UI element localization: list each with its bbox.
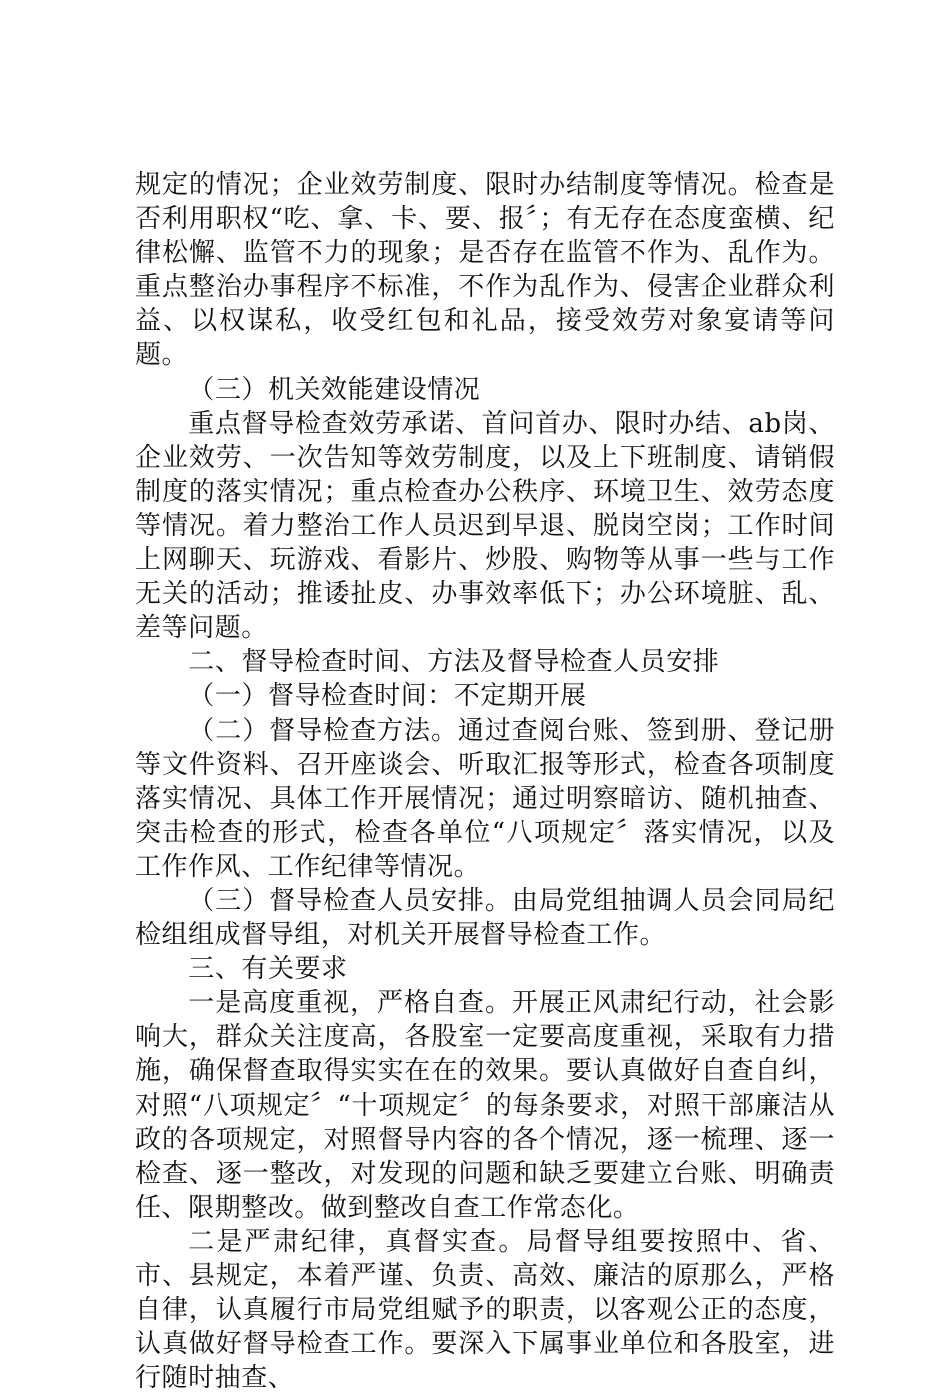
subheading-inspection-time: （一）督导检查时间：不定期开展 — [188, 681, 587, 712]
paragraph-requirement-one: 一是高度重视，严格自查。开展正风肃纪行动，社会影响大，群众关注度高，各股室一定要高度重视，采取有力措施，确保督查取得实实在在的效果。要认真做好自查自纠，对照“八项规定〞“十项规定〞的每条要求，对照干部廉洁从政的各项规定，对照督导内容的各个情况，逐一梳理、逐一检查、逐一整改，对发现的问题和缺乏要建立台账、明确责任、限期整改。做到整改自查工作常态化。 — [135, 988, 835, 1223]
paragraph-inspection-method: （二）督导检查方法。通过查阅台账、签到册、登记册等文件资料、召开座谈会、听取汇报等形式，检查各项制度落实情况、具体工作开展情况；通过明察暗访、随机抽查、突击检查的形式，检查各单位“八项规定〞落实情况，以及工作作风、工作纪律等情况。 — [135, 715, 835, 882]
paragraph-requirement-two: 二是严肃纪律，真督实查。局督导组要按照中、省、市、县规定，本着严谨、负责、高效、廉洁的原那么，严格自律，认真履行市局党组赋予的职责，以客观公正的态度，认真做好督导检查工作。要深入下属事业单位和各股室，进行随时抽查、 — [135, 1226, 835, 1394]
paragraph-continuation: 规定的情况；企业效劳制度、限时办结制度等情况。检查是否利用职权“吃、拿、卡、要、报〞；有无存在态度蛮横、纪律松懈、监管不力的现象；是否存在监管不作为、乱作为。重点整治办事程序不标准，不作为乱作为、侵害企业群众利益、以权谋私，收受红包和礼品，接受效劳对象宴请等问题。 — [135, 170, 835, 371]
paragraph-inspection-staff: （三）督导检查人员安排。由局党组抽调人员会同局纪检组组成督导组，对机关开展督导检查工作。 — [135, 885, 835, 951]
paragraph-efficiency-details: 重点督导检查效劳承诺、首问首办、限时办结、ab岗、企业效劳、一次告知等效劳制度，以及上下班制度、请销假制度的落实情况；重点检查办公秩序、环境卫生、效劳态度等情况。着力整治工作人员迟到早退、脱岗空岗；工作时间上网聊天、玩游戏、看影片、炒股、购物等从事一些与工作无关的活动；推诿扯皮、办事效率低下；办公环境脏、乱、差等问题。 — [135, 408, 835, 644]
section-heading-requirements: 三、有关要求 — [188, 954, 348, 985]
document-body — [135, 168, 835, 1395]
section-heading-time-method: 二、督导检查时间、方法及督导检查人员安排 — [188, 647, 720, 678]
subheading-agency-efficiency: （三）机关效能建设情况 — [188, 374, 481, 405]
